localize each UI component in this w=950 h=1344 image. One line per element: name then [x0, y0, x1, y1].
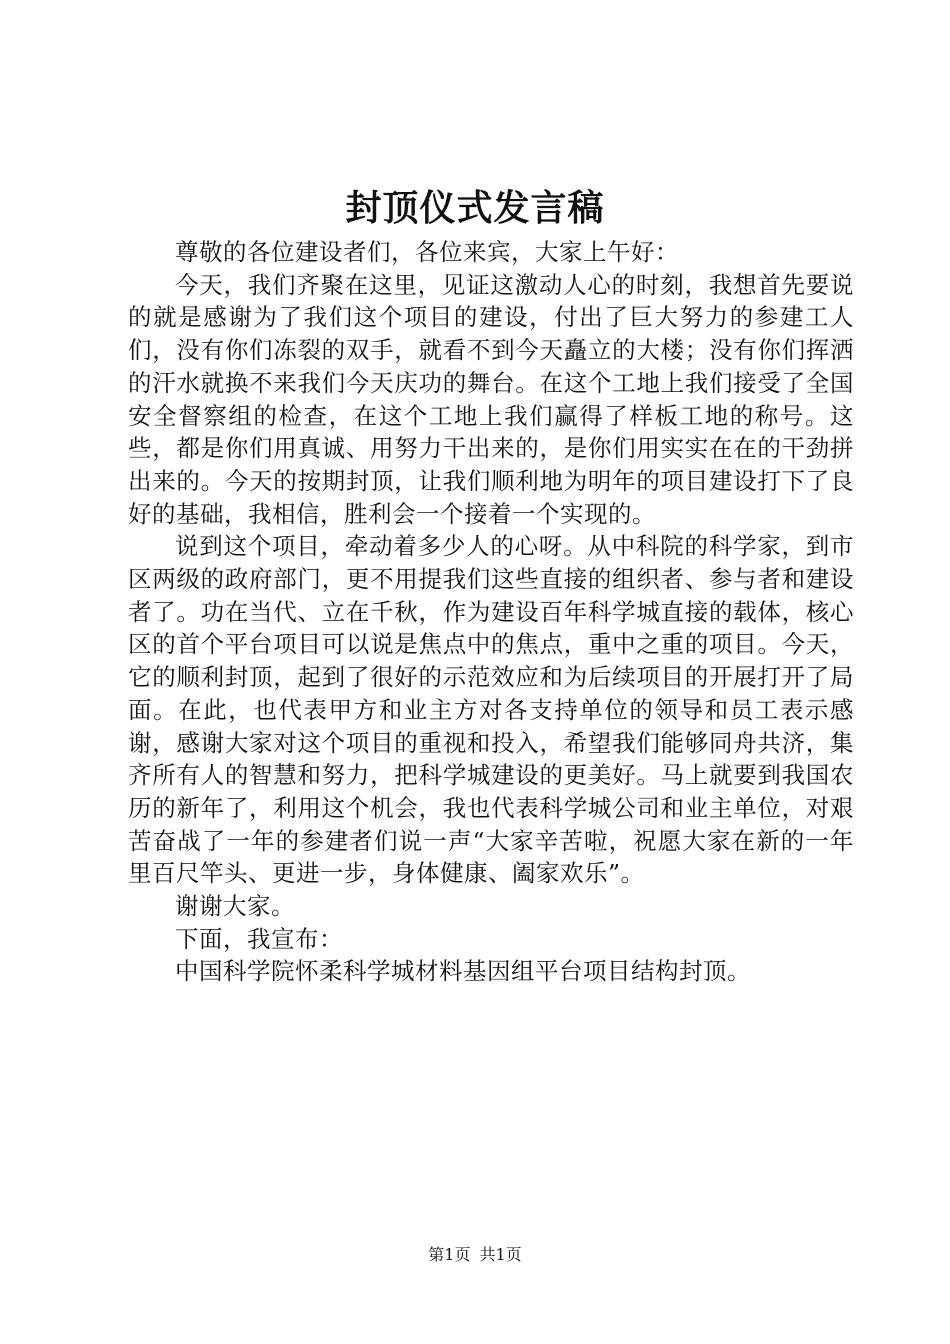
document-title: 封顶仪式发言稿	[345, 187, 605, 229]
page-footer	[0, 1243, 950, 1267]
paragraph-announce-intro: 下面，我宣布：	[175, 924, 343, 953]
page-number: 第1页	[428, 1245, 471, 1264]
paragraph-greeting: 尊敬的各位建设者们，各位来宾，大家上午好：	[175, 238, 679, 266]
page-total: 共1页	[479, 1245, 522, 1264]
paragraph-announcement: 中国科学院怀柔科学城材料基因组平台项目结构封顶。	[175, 957, 751, 986]
paragraph-thank-you: 谢谢大家。	[175, 892, 295, 921]
paragraph-thanks-workers: 今天，我们齐聚在这里，见证这激动人心的时刻，我想首先要说的就是感谢为了我们这个项目的建设，付出了巨大努力的参建工人们，没有你们冻裂的双手，就看不到今天矗立的大楼；没有你们挥洒的汗水就换不来我们今天庆功的舞台。在这个工地上我们接受了全国安全督察组的检查，在这个工地上我们赢得了样板工地的称号。这些，都是你们用真诚、用努力干出来的，是你们用实实在在的干劲拼出来的。今天的按期封顶，让我们顺利地为明年的项目建设打下了良好的基础，我相信，胜利会一个接着一个实现的。	[128, 270, 854, 528]
document-body	[128, 236, 854, 988]
paragraph-project-significance: 说到这个项目，牵动着多少人的心呀。从中科院的科学家，到市区两级的政府部门，更不用提我们这些直接的组织者、参与者和建设者了。功在当代、立在千秋，作为建设百年科学城直接的载体，核心区的首个平台项目可以说是焦点中的焦点，重中之重的项目。今天，它的顺利封顶，起到了很好的示范效应和为后续项目的开展打开了局面。在此，也代表甲方和业主方对各支持单位的领导和员工表示感谢，感谢大家对这个项目的重视和投入，希望我们能够同舟共济，集齐所有人的智慧和努力，把科学城建设的更美好。马上就要到我国农历的新年了，利用这个机会，我也代表科学城公司和业主单位，对艰苦奋战了一年的参建者们说一声“大家辛苦啦，祝愿大家在新的一年里百尺竿头、更进一步，身体健康、阖家欢乐”。	[128, 532, 854, 888]
